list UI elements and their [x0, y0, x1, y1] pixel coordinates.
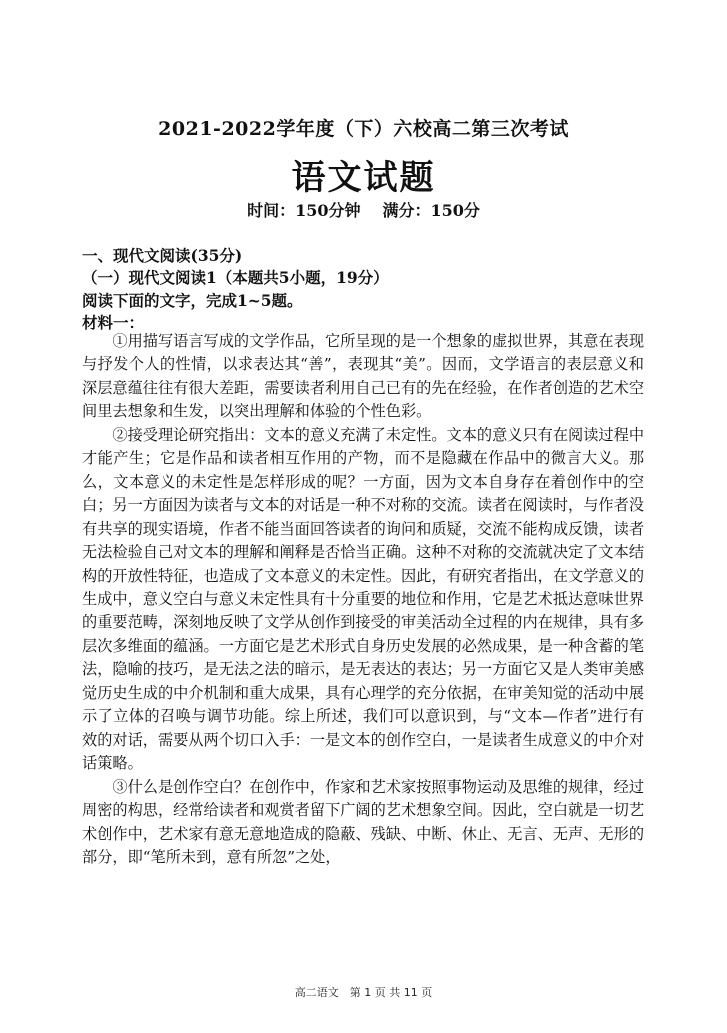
paragraph: ③什么是创作空白？在创作中，作家和艺术家按照事物运动及思维的规律，经过周密的构思，经常给读者和观赏者留下广阔的艺术想象空间。因此，空白就是一切艺术创作中，艺术家有意无意地造成的隐蔽、残缺、中断、休止、无言、无声、无形的部分，即“笔所未到，意有所忽”之处， [82, 777, 644, 866]
exam-time: 时间：150分钟 [247, 201, 361, 220]
material-label: 材料一： [82, 313, 145, 332]
subject-title: 语文试题 [291, 158, 436, 198]
reading-instruction: 阅读下面的文字，完成1~5题。 [82, 291, 303, 310]
exam-full-score: 满分：150分 [382, 201, 480, 220]
section-subheading: （一）现代文阅读1（本题共5小题，19分） [82, 268, 389, 287]
exam-title: 2021-2022学年度（下）六校高二第三次考试 [158, 118, 569, 140]
page-footer: 高二语文 第 1 页 共 11 页 [294, 986, 433, 999]
reading-passage [82, 330, 644, 869]
paragraph: ①用描写语言写成的文学作品，它所呈现的是一个想象的虚拟世界，其意在表现与抒发个人的性情，以求表达其“善”，表现其“美”。因而，文学语言的表层意义和深层意蕴往往有很大差距，需要读者利用自己已有的先在经验，在作者创造的艺术空间里去想象和生发，以突出理解和体验的个性色彩。 [82, 332, 644, 421]
exam-info [0, 198, 727, 221]
paragraph: ②接受理论研究指出：文本的意义充满了未定性。文本的意义只有在阅读过程中才能产生；它是作品和读者相互作用的产物，而不是隐藏在作品中的微言大义。那么，文本意义的未定性是怎样形成的呢？一方面，因为文本自身存在着创作中的空白；另一方面因为读者与文本的对话是一种不对称的交流。读者在阅读时，与作者没有共享的现实语境，作者不能当面回答读者的询问和质疑，交流不能构成反馈，读者无法检验自己对文本的理解和阐释是否恰当正确。这种不对称的交流就决定了文本结构的开放性特征，也造成了文本意义的未定性。因此，有研究者指出，在文学意义的生成中，意义空白与意义未定性具有十分重要的地位和作用，它是艺术抵达意味世界的重要范畴，深刻地反映了文学从创作到接受的审美活动全过程的内在规律，具有多层次多维面的蕴涵。一方面它是艺术形式自身历史发展的必然成果，是一种含蓄的笔法，隐喻的技巧，是无法之法的暗示，是无表达的表达；另一方面它又是人类审美感觉历史生成的中介机制和重大成果，具有心理学的充分依据，在审美知觉的活动中展示了立体的召唤与调节功能。综上所述，我们可以意识到，与“文本—作者”进行有效的对话，需要从两个切口入手：一是文本的创作空白，一是读者生成意义的中介对话策略。 [82, 425, 644, 773]
section-heading: 一、现代文阅读(35分) [82, 246, 243, 265]
